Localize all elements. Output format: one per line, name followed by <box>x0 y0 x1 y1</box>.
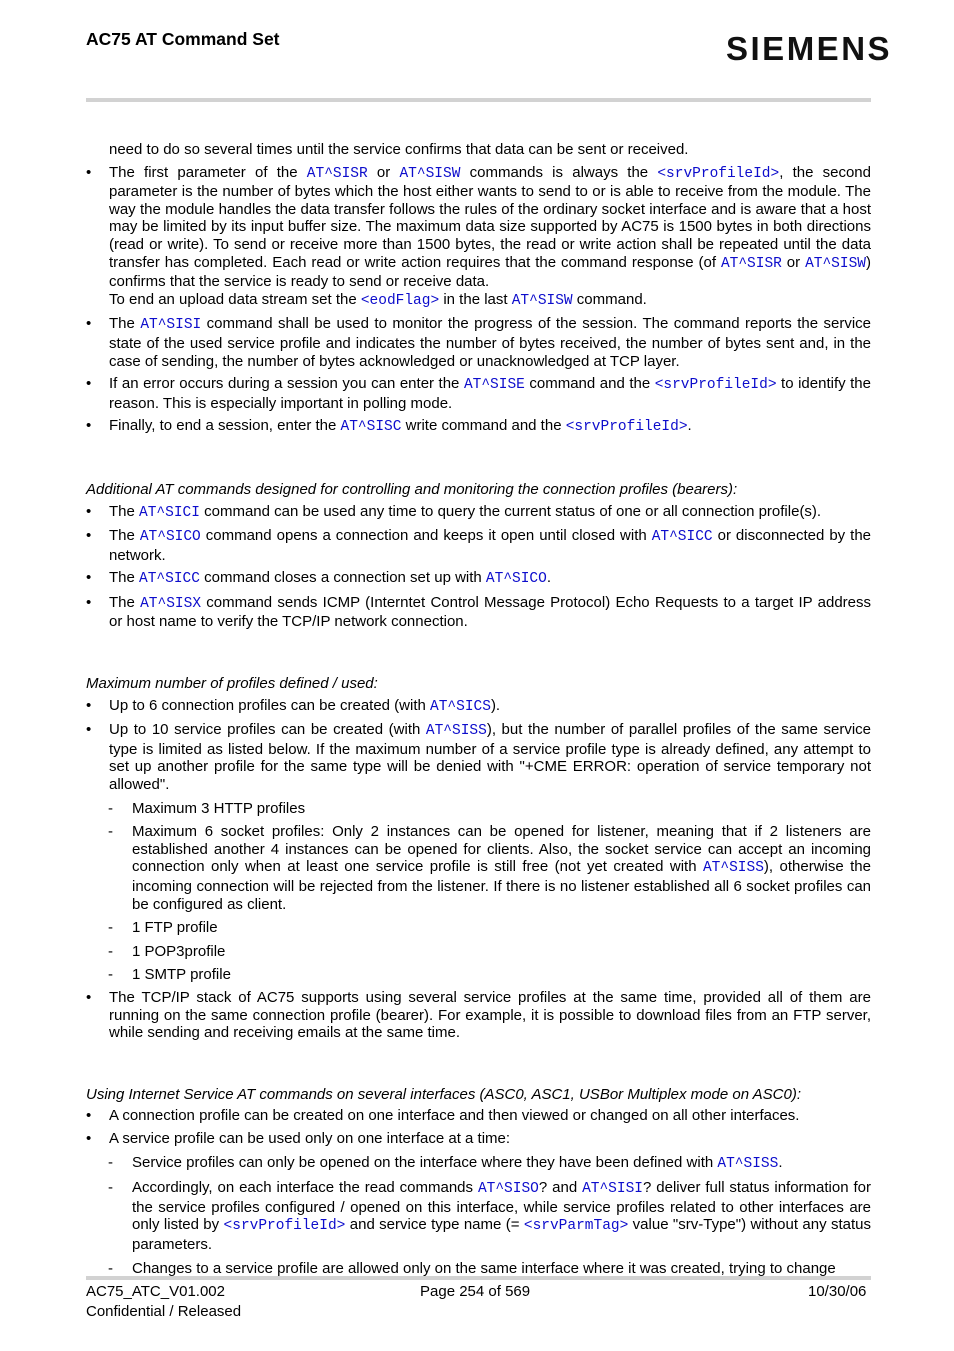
text: The <box>109 527 140 545</box>
text: command closes a connection set up with <box>199 569 486 587</box>
text: ? deliver full status information for the service profiles configured / opened on this interface, while service profiles related to other interfaces are only listed by <box>132 1179 871 1234</box>
document-title: AC75 AT Command Set <box>86 29 280 49</box>
link-at-sicc[interactable]: AT^SICC <box>651 529 713 546</box>
section-heading-additional-commands: Additional AT commands designed for controlling and monitoring the connection profiles (bearers): <box>86 480 738 498</box>
footer-status: Confidential / Released <box>86 1303 242 1320</box>
text: or <box>367 163 400 181</box>
link-at-sico[interactable]: AT^SICO <box>485 571 547 588</box>
footer-date: 10/30/06 <box>808 1283 867 1300</box>
text: ). <box>490 696 501 714</box>
text: Accordingly, on each interface the read commands <box>132 1179 478 1197</box>
link-at-sisw[interactable]: AT^SISW <box>805 255 866 272</box>
text: commands is always the <box>460 163 658 181</box>
text: ) confirms that the service is ready to send or receive data. <box>109 253 871 291</box>
text: Up to 10 service profiles can be created (with <box>109 721 426 739</box>
text: 1 POP3profile <box>132 942 226 960</box>
text: ), but the number of parallel profiles of the same service type is limited as listed below. If the maximum number of a service profile type is already defined, any attempt to set up another profile for the same type will be denied with "+CME ERROR: operation of service temporary not allowed". <box>109 721 871 794</box>
text: The <box>109 315 141 333</box>
link-at-sicc[interactable]: AT^SICC <box>139 571 200 588</box>
bullet-connection-profiles <box>86 697 871 717</box>
text: The first parameter of the <box>109 163 307 181</box>
text: ), otherwise the incoming connection will be rejected from the listener. If there is no listener established all 6 socket profiles can be configured as client. <box>132 858 871 913</box>
text: Changes to a service profile are allowed only on the same interface where it was created, trying to change <box>132 1259 836 1277</box>
bullet-sisx <box>86 594 871 631</box>
text: Up to 6 connection profiles can be created (with <box>109 696 431 714</box>
text: command sends ICMP (Interntet Control Message Protocol) Echo Requests to a target IP address or host name to verify the TCP/IP network connection. <box>109 593 872 631</box>
text: or <box>781 253 806 271</box>
bullet-sico <box>86 527 871 564</box>
text: command shall be used to monitor the progress of the session. The command reports the service state of the used service profile and indicates the number of bytes received, the number of bytes sent and, in the case of sending, the number of bytes acknowledged or unacknowledged at TCP layer. <box>109 315 872 370</box>
dash-item-http <box>86 800 871 818</box>
link-srvprofileid[interactable]: <srvProfileId> <box>657 165 780 182</box>
dash-item-read-commands <box>86 1179 871 1253</box>
link-at-sisr[interactable]: AT^SISR <box>306 165 368 182</box>
text: The TCP/IP stack of AC75 supports using several service profiles at the same time, provided all of them are running on the same connection profile (bearer). For example, it is possible to download files from an FTP server, while sending and receiving emails at the same time. <box>109 988 871 1042</box>
link-srvprofileid[interactable]: <srvProfileId> <box>223 1218 346 1235</box>
bullet-sicc <box>86 569 871 589</box>
link-at-siso[interactable]: AT^SISO <box>477 1181 539 1198</box>
continued-paragraph <box>86 141 871 159</box>
bullet-sisi <box>86 315 871 370</box>
header-divider <box>86 98 871 102</box>
text: need to do so several times until the service confirms that data can be sent or received. <box>109 141 689 158</box>
dash-item-smtp <box>86 966 871 984</box>
dash-item-socket <box>86 823 871 913</box>
text: 1 SMTP profile <box>132 966 231 984</box>
link-at-sise[interactable]: AT^SISE <box>463 377 525 394</box>
dash-item-ftp <box>86 919 871 937</box>
link-at-sici[interactable]: AT^SICI <box>139 504 200 521</box>
bullet-sise <box>86 375 871 412</box>
page-body <box>86 141 871 1277</box>
dash-item-pop3 <box>86 943 871 961</box>
text: command and the <box>524 375 655 393</box>
text: . <box>546 569 552 587</box>
link-at-sico[interactable]: AT^SICO <box>139 529 201 546</box>
link-srvprofileid[interactable]: <srvProfileId> <box>654 377 777 394</box>
text: command can be used any time to query the current status of one or all connection profile(s). <box>199 502 822 520</box>
bullet-service-profiles <box>86 721 871 793</box>
link-at-sics[interactable]: AT^SICS <box>430 698 491 715</box>
text: ? and <box>538 1179 583 1197</box>
bullet-sici <box>86 503 871 523</box>
bullet-connection-profile-interface <box>86 1107 871 1125</box>
dash-item-changes <box>86 1260 871 1278</box>
text: in the last <box>439 290 512 308</box>
link-at-siss[interactable]: AT^SISS <box>425 723 487 740</box>
text: value "srv-Type") without any status parameters. <box>132 1216 871 1253</box>
text: Service profiles can only be opened on the interface where they have been defined with <box>132 1153 718 1171</box>
text: The <box>109 569 140 587</box>
text: to identify the reason. This is especially important in polling mode. <box>109 375 871 412</box>
link-at-sisw[interactable]: AT^SISW <box>511 292 573 309</box>
text: To end an upload data stream set the <box>109 290 361 308</box>
text: and service type name (= <box>345 1216 524 1234</box>
link-at-sisr[interactable]: AT^SISR <box>720 255 782 272</box>
dash-item-open-interface <box>86 1154 871 1174</box>
footer-doc-id: AC75_ATC_V01.002 <box>86 1283 225 1300</box>
link-srvparmtag[interactable]: <srvParmTag> <box>523 1218 629 1235</box>
section-heading-max-profiles: Maximum number of profiles defined / used: <box>86 675 378 693</box>
bullet-tcpip-stack <box>86 989 871 1042</box>
link-eodflag[interactable]: <eodFlag> <box>360 292 440 309</box>
text: . <box>687 417 692 435</box>
bullet-service-profile-interface <box>86 1130 871 1148</box>
link-at-siss[interactable]: AT^SISS <box>702 860 764 877</box>
text: Finally, to end a session, enter the <box>109 417 341 435</box>
footer-divider <box>86 1276 871 1280</box>
text: command opens a connection and keeps it open until closed with <box>200 527 652 545</box>
text: If an error occurs during a session you can enter the <box>109 375 464 393</box>
text: write command and the <box>401 417 566 435</box>
text: or disconnected by the network. <box>109 527 871 564</box>
text: 1 FTP profile <box>132 919 218 937</box>
text: Maximum 6 socket profiles: Only 2 instances can be opened for listener, meaning that if 2 listeners are established another 4 instances can be opened for clients. Also, the socket service can accept an incoming connection only when at least one service profile is still free (not yet created with <box>132 823 871 876</box>
section-heading-several-interfaces: Using Internet Service AT commands on several interfaces (ASC0, ASC1, USBor Multiplex mode on ASC0): <box>86 1085 802 1103</box>
text: The <box>109 593 141 611</box>
text: , the second parameter is the number of bytes which the host either wants to send to or is able to receive from the module. The way the module handles the data transfer follows the rules of the ordinary socket interface and is aware that a host may be limited by its input buffer size. The maximum data size supported by AC75 is 1500 bytes in both directions (read or write). To send or receive more than 1500 bytes, the read or write action shall be repeated until the data transfer has completed. Each read or write action requires that the command response (of <box>109 163 871 271</box>
link-at-sisi[interactable]: AT^SISI <box>582 1181 643 1198</box>
link-at-siss[interactable]: AT^SISS <box>717 1155 779 1172</box>
text: The <box>109 502 140 520</box>
siemens-logo: SIEMENS <box>726 30 893 67</box>
text: . <box>778 1153 783 1171</box>
text: A service profile can be used only on one interface at a time: <box>109 1129 511 1147</box>
footer-page-number: Page 254 of 569 <box>420 1283 531 1300</box>
bullet-sisc <box>86 417 871 437</box>
link-at-sisx[interactable]: AT^SISX <box>140 595 202 612</box>
text: A connection profile can be created on one interface and then viewed or changed on all other interfaces. <box>109 1107 800 1125</box>
text: Maximum 3 HTTP profiles <box>132 799 306 817</box>
text: command. <box>572 290 647 308</box>
link-srvprofileid[interactable]: <srvProfileId> <box>565 419 688 436</box>
bullet-sisr-sisw <box>86 164 871 311</box>
link-at-sisw[interactable]: AT^SISW <box>399 165 461 182</box>
link-at-sisi[interactable]: AT^SISI <box>140 317 202 334</box>
link-at-sisc[interactable]: AT^SISC <box>340 419 402 436</box>
